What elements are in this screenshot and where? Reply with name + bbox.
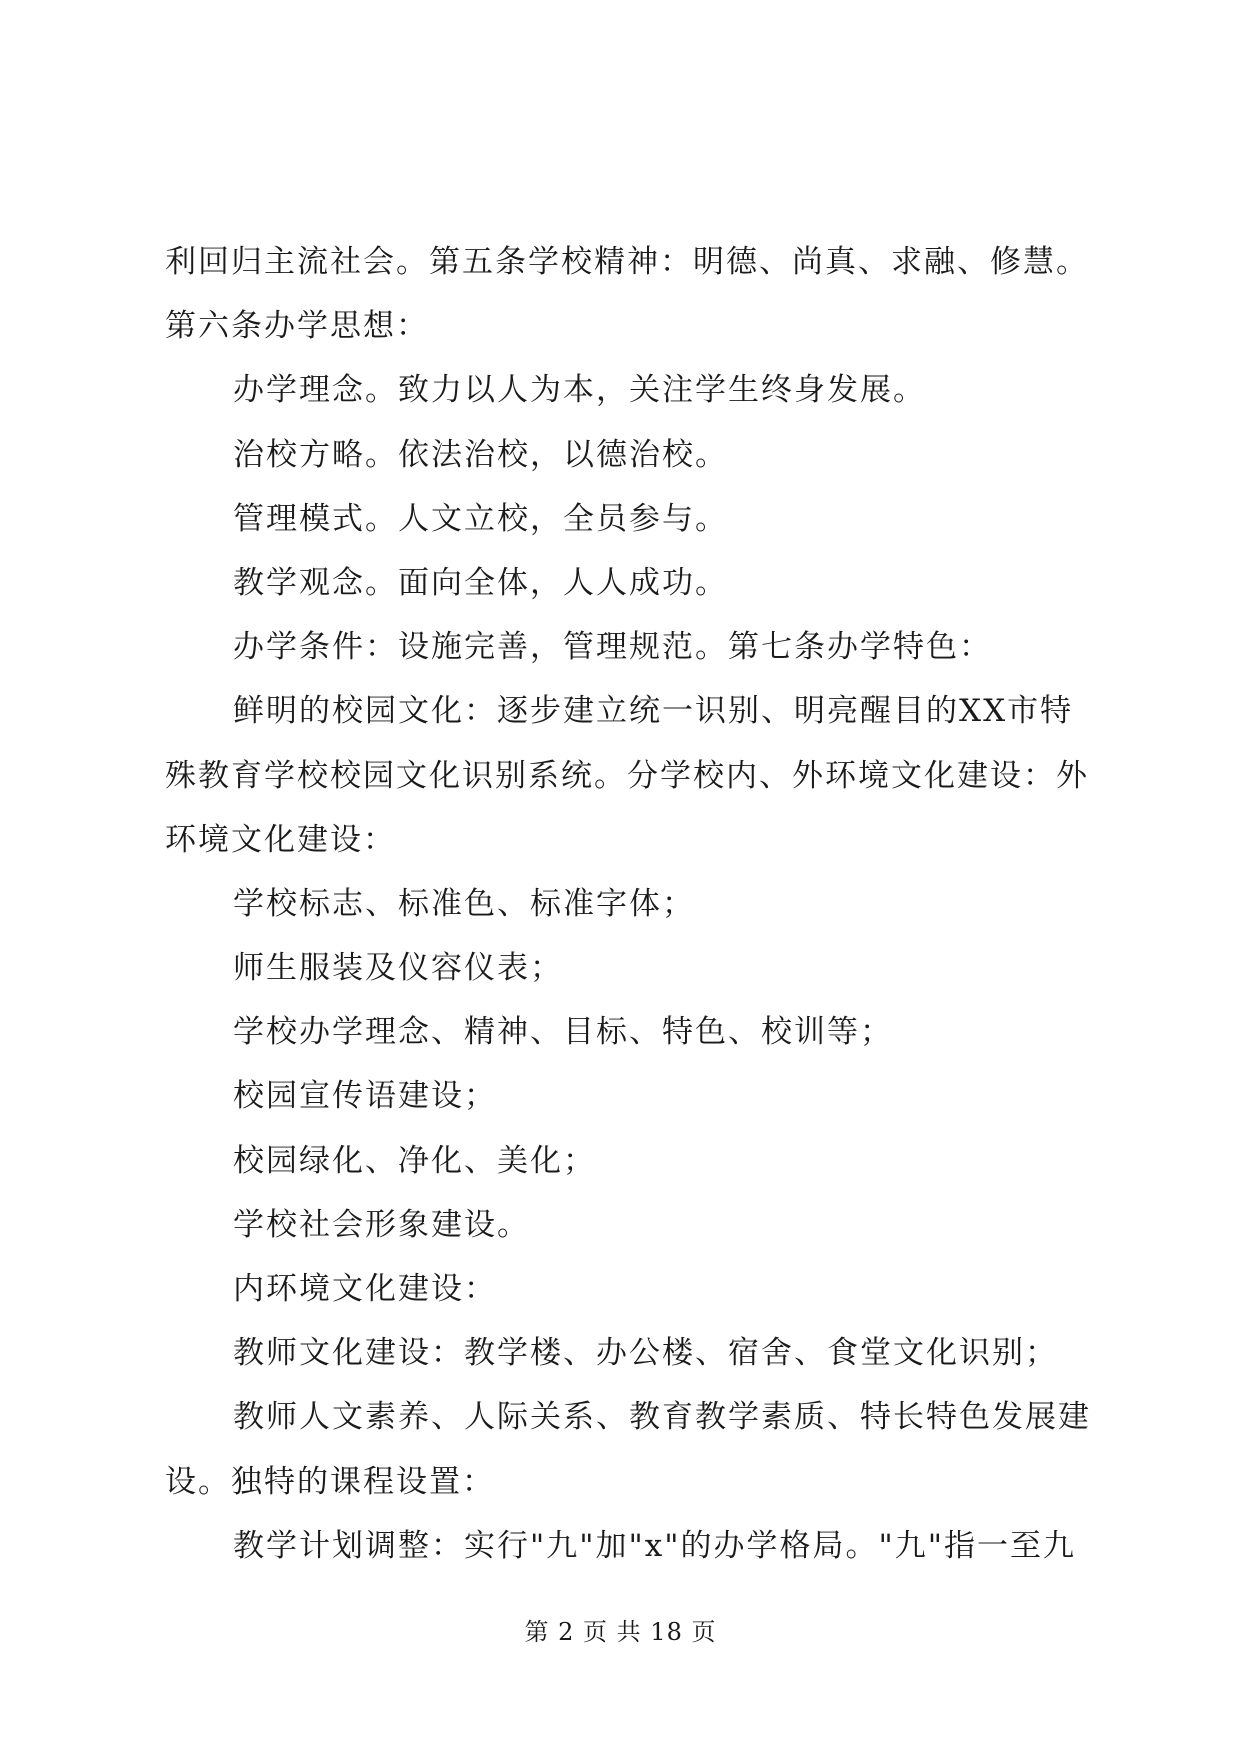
- text-line: 内环境文化建设：: [233, 1271, 497, 1307]
- text-line: 校园绿化、净化、美化；: [233, 1142, 596, 1179]
- text-line: 管理模式。人文立校，全员参与。: [233, 500, 728, 537]
- text-line: 治校方略。依法治校，以德治校。: [233, 436, 728, 473]
- text-line: 环境文化建设：: [165, 821, 396, 858]
- text-line: 学校办学理念、精神、目标、特色、校训等；: [233, 1014, 893, 1051]
- text-line: 学校社会形象建设。: [233, 1206, 530, 1243]
- page-footer: 第 2 页 共 18 页: [524, 1618, 717, 1646]
- text-line: 教师人文素养、人际关系、教育教学素质、特长特色发展建: [233, 1399, 1091, 1436]
- body-text: [165, 230, 1095, 1578]
- text-line: 教师文化建设：教学楼、办公楼、宿舍、食堂文化识别；: [233, 1335, 1058, 1372]
- text-line: 利回归主流社会。第五条学校精神：明德、尚真、求融、修慧。: [165, 244, 1089, 280]
- text-line: 学校标志、标准色、标准字体；: [233, 885, 695, 922]
- text-line: 鲜明的校园文化：逐步建立统一识别、明亮醒目的XX市特: [233, 693, 1074, 730]
- text-line: 设。独特的课程设置：: [165, 1463, 495, 1500]
- text-line: 殊教育学校校园文化识别系统。分学校内、外环境文化建设：外: [165, 757, 1089, 794]
- text-line: 教学计划调整：实行"九"加"x"的办学格局。"九"指一至九: [233, 1527, 1077, 1564]
- text-line: 校园宣传语建设；: [233, 1078, 497, 1115]
- text-line: 办学理念。致力以人为本，关注学生终身发展。: [233, 372, 926, 409]
- text-line: 办学条件：设施完善，管理规范。第七条办学特色：: [233, 629, 992, 666]
- text-line: 教学观念。面向全体，人人成功。: [233, 564, 728, 601]
- text-line: 第六条办学思想：: [165, 308, 429, 345]
- text-line: 师生服装及仪容仪表；: [233, 950, 563, 987]
